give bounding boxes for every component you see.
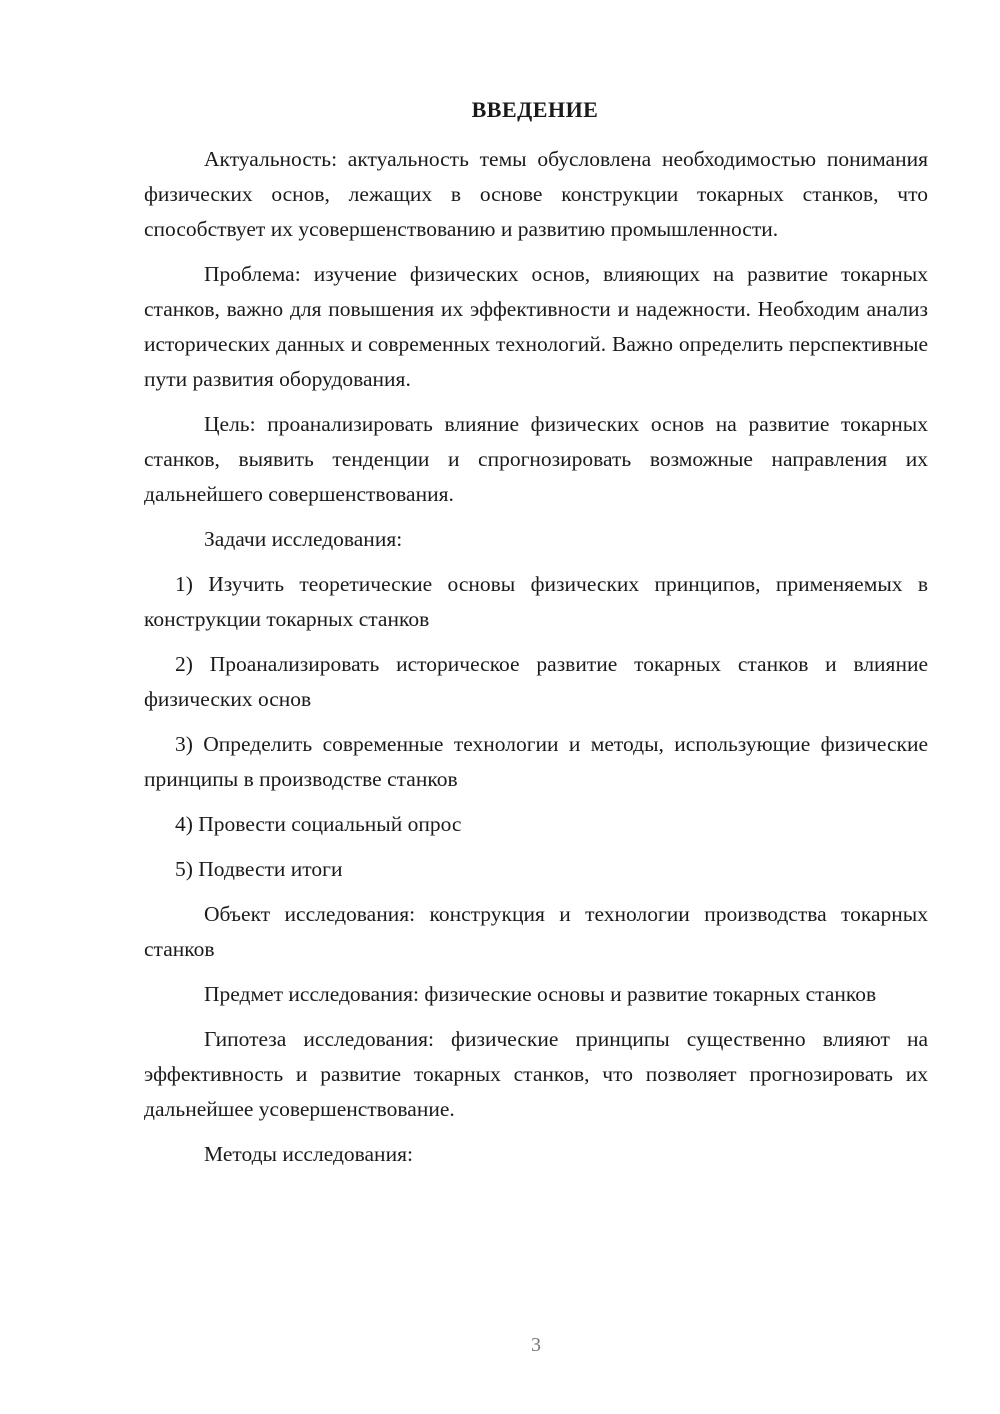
paragraph-object: Объект исследования: конструкция и технологии производства токарных станков: [144, 902, 928, 961]
paragraph-methods: Методы исследования:: [204, 1142, 413, 1166]
paragraph-relevance: Актуальность: актуальность темы обусловлена необходимостью понимания физических основ, лежащих в основе конструкции токарных станков, что способствует их усовершенствованию и развитию промышленности.: [144, 147, 928, 241]
page-title: ВВЕДЕНИЕ: [471, 97, 599, 122]
paragraph-problem: Проблема: изучение физических основ, влияющих на развитие токарных станков, важно для повышения их эффективности и надежности. Необходим анализ исторических данных и современных технологий. Важно определить перспективные пути развития оборудования.: [144, 262, 928, 391]
document-body: [144, 142, 928, 1182]
task-item: 1) Изучить теоретические основы физических принципов, применяемых в конструкции токарных станков: [144, 572, 928, 631]
task-item: 2) Проанализировать историческое развитие токарных станков и влияние физических основ: [144, 652, 928, 711]
paragraph-goal: Цель: проанализировать влияние физических основ на развитие токарных станков, выявить тенденции и спрогнозировать возможные направления их дальнейшего совершенствования.: [144, 412, 928, 506]
task-item: 3) Определить современные технологии и методы, использующие физические принципы в производстве станков: [144, 732, 928, 791]
paragraph-subject: Предмет исследования: физические основы и развитие токарных станков: [204, 982, 877, 1006]
paragraph-hypothesis: Гипотеза исследования: физические принципы существенно влияют на эффективность и развитие токарных станков, что позволяет прогнозировать их дальнейшее усовершенствование.: [144, 1027, 928, 1121]
task-item: 4) Провести социальный опрос: [175, 812, 462, 836]
paragraph-tasks-heading: Задачи исследования:: [204, 527, 403, 551]
task-item: 5) Подвести итоги: [175, 857, 343, 881]
page-number: 3: [531, 1334, 541, 1356]
